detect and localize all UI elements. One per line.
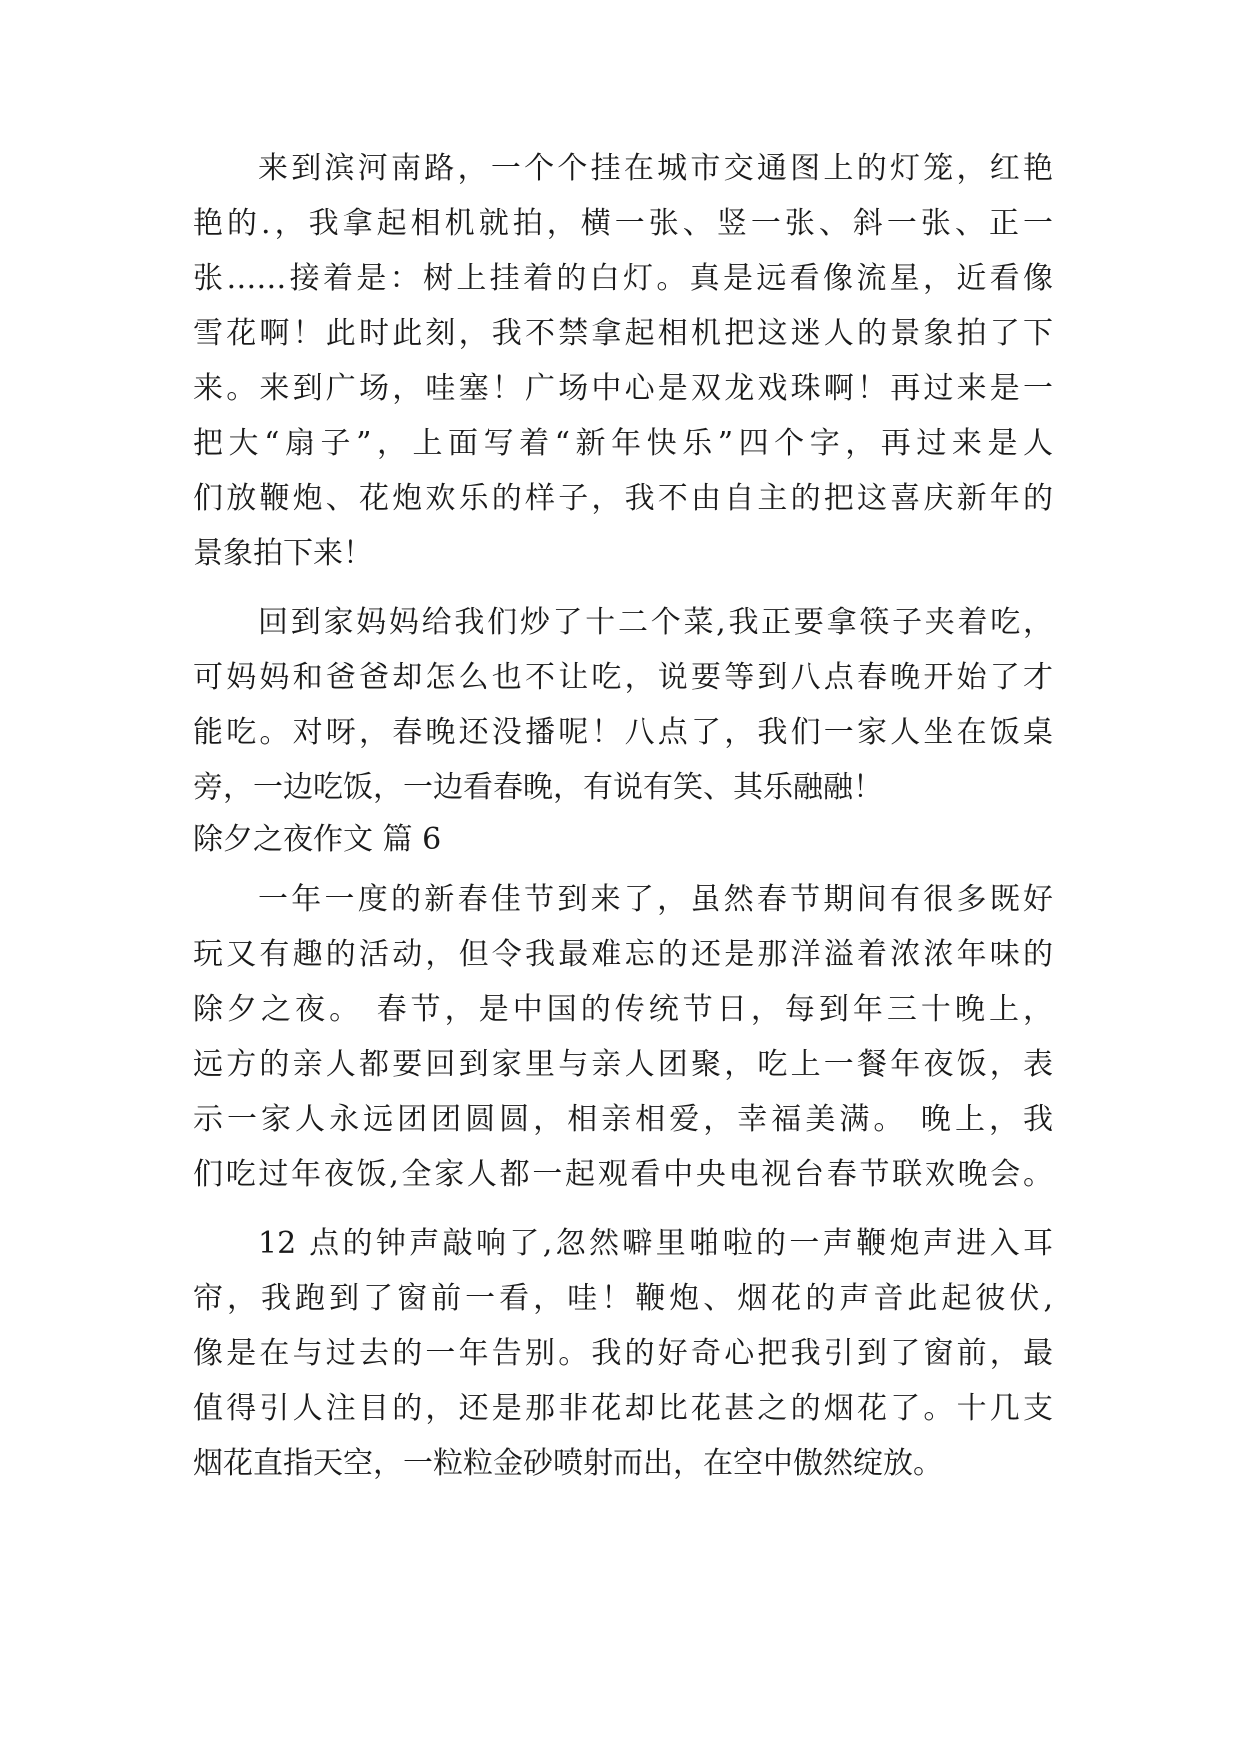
paragraph-1-line: 张……接着是：树上挂着的白灯。真是远看像流星，近看像 xyxy=(193,261,1053,296)
paragraph-2-line: 回到家妈妈给我们炒了十二个菜,我正要拿筷子夹着吃， xyxy=(258,605,1053,640)
paragraph-2-line: 可妈妈和爸爸却怎么也不让吃，说要等到八点春晚开始了才 xyxy=(193,660,1053,695)
paragraph-3-line: 除夕之夜。 春节，是中国的传统节日，每到年三十晚上， xyxy=(193,992,1053,1027)
paragraph-1-line: 来。来到广场，哇塞！广场中心是双龙戏珠啊！再过来是一 xyxy=(193,371,1053,406)
paragraph-1-line: 雪花啊！此时此刻，我不禁拿起相机把这迷人的景象拍了下 xyxy=(193,316,1053,351)
paragraph-1-line: 把大“扇子”，上面写着“新年快乐”四个字，再过来是人 xyxy=(193,426,1053,461)
paragraph-1-line: 景象拍下来！ xyxy=(193,536,373,571)
paragraph-4-line: 像是在与过去的一年告别。我的好奇心把我引到了窗前，最 xyxy=(193,1336,1053,1371)
paragraph-3-line: 远方的亲人都要回到家里与亲人团聚，吃上一餐年夜饭，表 xyxy=(193,1047,1053,1082)
paragraph-1-line: 来到滨河南路，一个个挂在城市交通图上的灯笼，红艳 xyxy=(258,151,1053,186)
paragraph-4-line: 烟花直指天空，一粒粒金砂喷射而出，在空中傲然绽放。 xyxy=(193,1446,943,1481)
paragraph-3-line: 示一家人永远团团圆圆，相亲相爱，幸福美满。 晚上，我 xyxy=(193,1102,1053,1137)
paragraph-4-line: 值得引人注目的，还是那非花却比花甚之的烟花了。十几支 xyxy=(193,1391,1053,1426)
section-heading: 除夕之夜作文 篇 6 xyxy=(193,822,442,857)
paragraph-3-line: 一年一度的新春佳节到来了，虽然春节期间有很多既好 xyxy=(258,882,1053,917)
paragraph-2-line: 旁，一边吃饭，一边看春晚，有说有笑、其乐融融！ xyxy=(193,770,883,805)
paragraph-4-line: 12 点的钟声敲响了,忽然噼里啪啦的一声鞭炮声进入耳 xyxy=(258,1226,1053,1261)
paragraph-3-line: 们吃过年夜饭,全家人都一起观看中央电视台春节联欢晚会。 xyxy=(193,1157,1053,1192)
paragraph-1-line: 艳的.，我拿起相机就拍，横一张、竖一张、斜一张、正一 xyxy=(193,206,1053,241)
paragraph-2-line: 能吃。对呀，春晚还没播呢！八点了，我们一家人坐在饭桌 xyxy=(193,715,1053,750)
paragraph-3-line: 玩又有趣的活动，但令我最难忘的还是那洋溢着浓浓年味的 xyxy=(193,937,1053,972)
paragraph-1-line: 们放鞭炮、花炮欢乐的样子，我不由自主的把这喜庆新年的 xyxy=(193,481,1053,516)
paragraph-4-line: 帘，我跑到了窗前一看，哇！鞭炮、烟花的声音此起彼伏, xyxy=(193,1281,1053,1316)
